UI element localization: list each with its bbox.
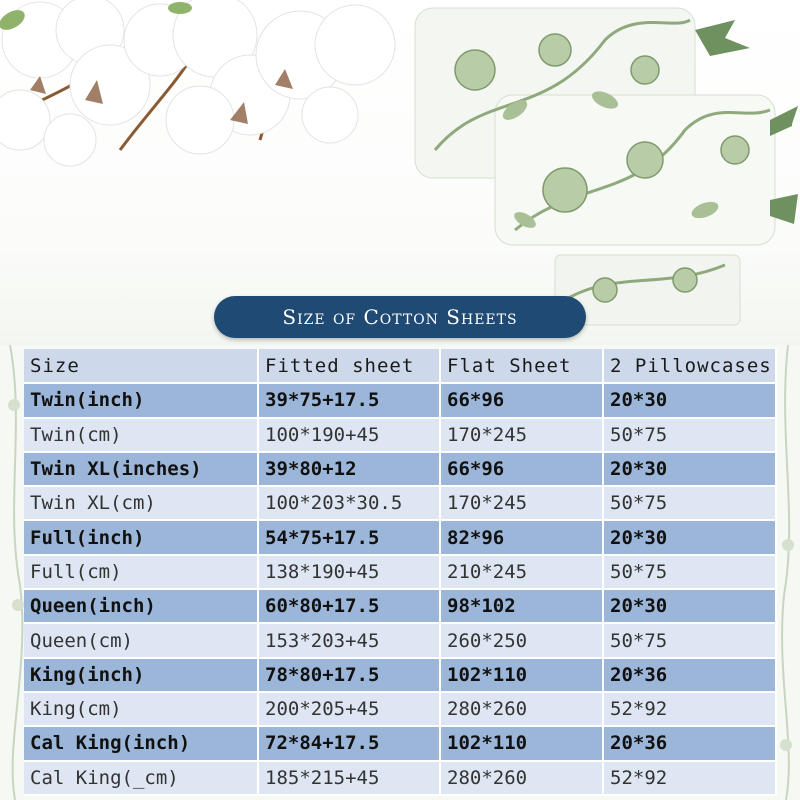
size-cell: Queen(cm): [24, 623, 258, 657]
flat-sheet-cell: 102*110: [440, 726, 603, 760]
pillowcases-cell: 20*30: [603, 452, 776, 486]
pillowcases-cell: 52*92: [603, 761, 776, 795]
flat-sheet-cell: 210*245: [440, 555, 603, 589]
fitted-sheet-cell: 200*205+45: [258, 692, 440, 726]
fitted-sheet-cell: 100*203*30.5: [258, 486, 440, 520]
pillowcases-cell: 50*75: [603, 486, 776, 520]
table-row: [24, 418, 776, 452]
size-cell: Twin XL(inches): [24, 452, 258, 486]
size-table-container: [24, 349, 776, 800]
fitted-sheet-cell: 185*215+45: [258, 761, 440, 795]
pillowcases-cell: 52*92: [603, 692, 776, 726]
size-table: [24, 349, 777, 796]
pillowcases-cell: 20*36: [603, 658, 776, 692]
table-row: [24, 692, 776, 726]
flat-sheet-cell: 260*250: [440, 623, 603, 657]
floral-border-right: [776, 345, 800, 800]
pillowcases-cell: 20*36: [603, 726, 776, 760]
flat-sheet-cell: 98*102: [440, 589, 603, 623]
floral-pillowcases-image: [405, 0, 800, 330]
table-row: [24, 726, 776, 760]
flat-sheet-cell: 280*260: [440, 761, 603, 795]
fitted-sheet-cell: 39*80+12: [258, 452, 440, 486]
pillowcases-cell: 50*75: [603, 418, 776, 452]
header-flat-sheet: Flat Sheet: [440, 349, 603, 383]
table-row: [24, 589, 776, 623]
table-row: [24, 383, 776, 417]
fitted-sheet-cell: 60*80+17.5: [258, 589, 440, 623]
fitted-sheet-cell: 72*84+17.5: [258, 726, 440, 760]
flat-sheet-cell: 66*96: [440, 383, 603, 417]
table-header-row: [24, 349, 776, 383]
flat-sheet-cell: 170*245: [440, 486, 603, 520]
pillowcases-cell: 20*30: [603, 383, 776, 417]
size-cell: Cal King(inch): [24, 726, 258, 760]
table-row: [24, 520, 776, 554]
size-cell: Full(inch): [24, 520, 258, 554]
pillowcases-cell: 20*30: [603, 520, 776, 554]
pillowcases-cell: 50*75: [603, 623, 776, 657]
size-cell: Queen(inch): [24, 589, 258, 623]
size-cell: Twin(cm): [24, 418, 258, 452]
flat-sheet-cell: 66*96: [440, 452, 603, 486]
table-row: [24, 761, 776, 795]
size-cell: Cal King(_cm): [24, 761, 258, 795]
table-row: [24, 623, 776, 657]
flat-sheet-cell: 82*96: [440, 520, 603, 554]
size-cell: Full(cm): [24, 555, 258, 589]
header-size: Size: [24, 349, 258, 383]
header-pillowcases: 2 Pillowcases: [603, 349, 776, 383]
pillowcases-cell: 20*30: [603, 589, 776, 623]
header-fitted-sheet: Fitted sheet: [258, 349, 440, 383]
table-row: [24, 658, 776, 692]
page-title: Size of Cotton Sheets: [214, 296, 586, 338]
fitted-sheet-cell: 138*190+45: [258, 555, 440, 589]
flat-sheet-cell: 280*260: [440, 692, 603, 726]
table-row: [24, 555, 776, 589]
table-row: [24, 452, 776, 486]
table-row: [24, 486, 776, 520]
hero-image: [0, 0, 800, 345]
fitted-sheet-cell: 54*75+17.5: [258, 520, 440, 554]
size-cell: Twin XL(cm): [24, 486, 258, 520]
fitted-sheet-cell: 100*190+45: [258, 418, 440, 452]
fitted-sheet-cell: 39*75+17.5: [258, 383, 440, 417]
size-cell: King(cm): [24, 692, 258, 726]
flat-sheet-cell: 170*245: [440, 418, 603, 452]
size-cell: King(inch): [24, 658, 258, 692]
fitted-sheet-cell: 78*80+17.5: [258, 658, 440, 692]
size-cell: Twin(inch): [24, 383, 258, 417]
flat-sheet-cell: 102*110: [440, 658, 603, 692]
pillowcases-cell: 50*75: [603, 555, 776, 589]
cotton-bolls-image: [0, 0, 420, 190]
fitted-sheet-cell: 153*203+45: [258, 623, 440, 657]
